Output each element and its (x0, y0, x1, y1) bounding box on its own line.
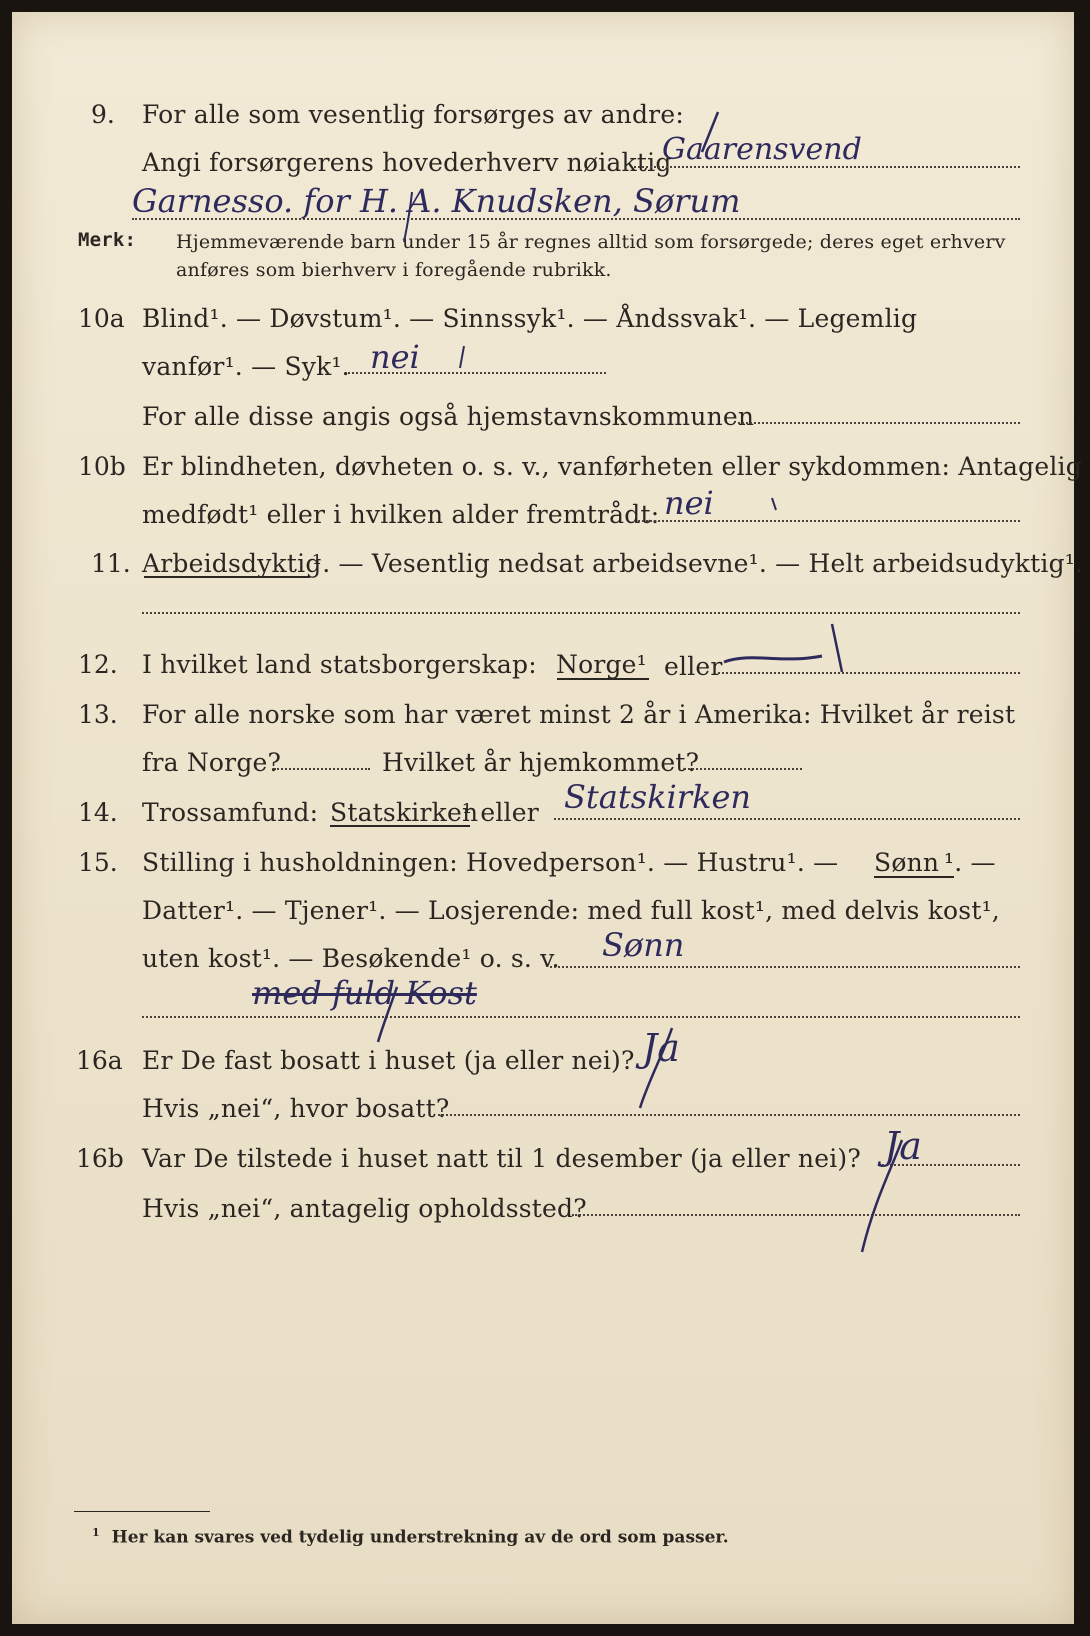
merk-label: Merk: (78, 229, 137, 251)
q11-rest: ¹. — Vesentlig nedsat arbeidsevne¹. — Helt arbeidsudyktig¹. (312, 549, 1084, 578)
q12-option-norge: Norge¹ (556, 650, 647, 679)
q10b-answer-handwritten: nei (664, 484, 714, 522)
q15-line1: Stilling i husholdningen: Hovedperson¹. — Hustru¹. — (142, 848, 839, 877)
q16a-answer-handwritten: Ja (642, 1026, 680, 1070)
footnote (92, 1526, 729, 1548)
q15-line3: uten kost¹. — Besøkende¹ o. s. v. (142, 944, 560, 973)
handwriting-strokes (12, 12, 1074, 1624)
q16b-answer-handwritten: Ja (884, 1124, 922, 1168)
census-form-page (12, 12, 1084, 1624)
q15-answer-handwritten-2: med fuld Kost (252, 974, 477, 1012)
q14-answer-handwritten: Statskirken (564, 778, 751, 816)
q14-rest: ¹ eller (462, 798, 539, 827)
q15-number: 15. (78, 848, 118, 877)
q10b-number: 10b (78, 452, 126, 481)
q12-rest: eller (664, 652, 723, 681)
q9-line2: Angi forsørgerens hovederhverv nøiaktig (142, 148, 672, 177)
q15-line2: Datter¹. — Tjener¹. — Losjerende: med full kost¹, med delvis kost¹, (142, 896, 1000, 925)
q10a-answer-handwritten: nei (370, 338, 420, 376)
footnote-text: Her kan svares ved tydelig understrekning av de ord som passer. (111, 1527, 729, 1548)
q10b-line1: Er blindheten, døvheten o. s. v., vanførheten eller sykdommen: Antagelig (142, 452, 1082, 481)
q9-line1: For alle som vesentlig forsørges av andre: (142, 100, 684, 129)
q9-answer-handwritten-2: Garnesso. for H. A. Knudsken, Sørum (132, 182, 741, 220)
q14-number: 14. (78, 798, 118, 827)
q11-number: 11. (91, 549, 131, 578)
q13-number: 13. (78, 700, 118, 729)
footnote-mark: 1 (92, 1526, 100, 1539)
q13-line1: For alle norske som har været minst 2 år i Amerika: Hvilket år reist (142, 700, 1016, 729)
q14-text: Trossamfund: (142, 798, 319, 827)
footnote-rule (74, 1511, 210, 1512)
q15-line1-end: ¹. — (944, 848, 996, 877)
q12-number: 12. (78, 650, 118, 679)
q15-answer-handwritten-1: Sønn (602, 926, 685, 964)
q10a-line2: vanfør¹. — Syk¹. (142, 352, 350, 381)
q11-option-arbeidsdyktig: Arbeidsdyktig (142, 549, 322, 578)
merk-line2: anføres som bierhverv i foregående rubrikk. (176, 259, 612, 281)
q16a-number: 16a (76, 1046, 123, 1075)
q9-answer-handwritten-1: Gaarensvend (662, 132, 862, 167)
q16a-line2: Hvis „nei“, hvor bosatt? (142, 1094, 450, 1123)
q16b-line1: Var De tilstede i huset natt til 1 desember (ja eller nei)? (142, 1144, 861, 1173)
q16b-number: 16b (76, 1144, 124, 1173)
q16a-line1: Er De fast bosatt i huset (ja eller nei)? (142, 1046, 635, 1075)
q15-option-sonn: Sønn (874, 848, 940, 877)
q10b-line2: medfødt¹ eller i hvilken alder fremtrådt: (142, 500, 660, 529)
q10a-line1: Blind¹. — Døvstum¹. — Sinnssyk¹. — Åndssvak¹. — Legemlig (142, 304, 918, 333)
q13-line2a: fra Norge? (142, 748, 282, 777)
merk-line1: Hjemmeværende barn under 15 år regnes alltid som forsørgede; deres eget erhverv (176, 231, 1006, 253)
q13-line2b: Hvilket år hjemkommet? (382, 748, 700, 777)
q9-number: 9. (91, 100, 115, 129)
q16b-line2: Hvis „nei“, antagelig opholdssted? (142, 1194, 587, 1223)
q12-text: I hvilket land statsborgerskap: (142, 650, 537, 679)
q10a-line3: For alle disse angis også hjemstavnskommunen (142, 402, 755, 431)
q14-option-statskirken: Statskirken (330, 798, 479, 827)
q10a-number: 10a (78, 304, 125, 333)
